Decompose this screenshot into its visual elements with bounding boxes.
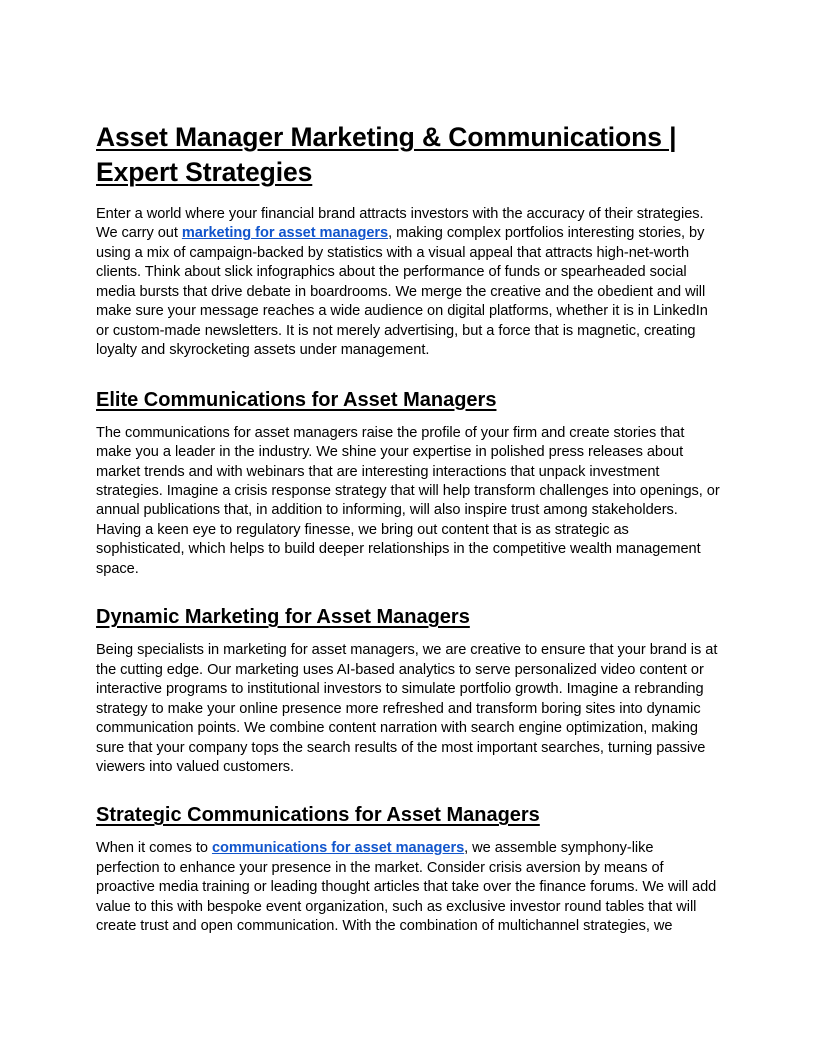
page-title: Asset Manager Marketing & Communications | Expert Strategies <box>96 122 677 187</box>
section-body-dynamic-marketing: Being specialists in marketing for asset managers, we are creative to ensure that your brand is at the cutting edge. Our marketing uses AI-based analytics to serve personalized video content or interactive programs to institutional investors to simulate portfolio growth. Imagine a rebranding strategy to make your online presence more refreshed and transform boring sites into dynamic communication points. We combine content narration with search engine optimization, making sure that your company tops the search results of the most important searches, turning passive viewers into valued customers. <box>96 642 718 775</box>
document-page <box>96 120 720 937</box>
communications-for-asset-managers-link[interactable]: communications for asset managers <box>211 840 465 857</box>
strategic-text-end: , we assemble symphony-like perfection to enhance your presence in the market. Consider crisis aversion by means of proactive media training or leading thought articles that take over the finance forums. We will add value to this with bespoke event organization, such as exclusive investor round tables that will create trust and open communication. With the combination of multichannel strategies, we <box>96 840 717 935</box>
intro-text-start: Enter a world where your financial brand attracts investors with the accuracy of their strategies. We carry out <box>96 206 704 242</box>
section-heading-dynamic-marketing: Dynamic Marketing for Asset Managers <box>96 606 470 629</box>
intro-paragraph <box>96 205 720 361</box>
section-heading-elite-communications: Elite Communications for Asset Managers <box>96 388 497 411</box>
marketing-for-asset-managers-link[interactable]: marketing for asset managers <box>181 225 389 242</box>
strategic-text-start: When it comes to <box>96 840 212 857</box>
section-body-elite-communications: The communications for asset managers raise the profile of your firm and create stories that make you a leader in the industry. We shine your expertise in polished press releases about market trends and with webinars that are interesting interactions that unpack investment strategies. Imagine a crisis response strategy that will help transform challenges into openings, or annual publications that, in addition to informing, will also inspire trust among stakeholders. Having a keen eye to regulatory finesse, we bring out content that is as strategic as sophisticated, which helps to build deeper relationships in the competitive wealth management space. <box>96 424 720 577</box>
section-heading-strategic-communications: Strategic Communications for Asset Managers <box>96 804 540 827</box>
intro-text-end: , making complex portfolios interesting stories, by using a mix of campaign-backed by statistics with a visual appeal that attracts high-net-worth clients. Think about slick infographics about the performance of funds or spearheaded social media bursts that drive debate in boardrooms. We merge the creative and the obedient and will make sure your message reaches a wide audience on digital platforms, whether it is in LinkedIn or custom-made newsletters. It is not merely advertising, but a force that is magnetic, creating loyalty and skyrocketing assets under management. <box>96 225 708 359</box>
section-body-strategic-communications <box>96 839 720 936</box>
